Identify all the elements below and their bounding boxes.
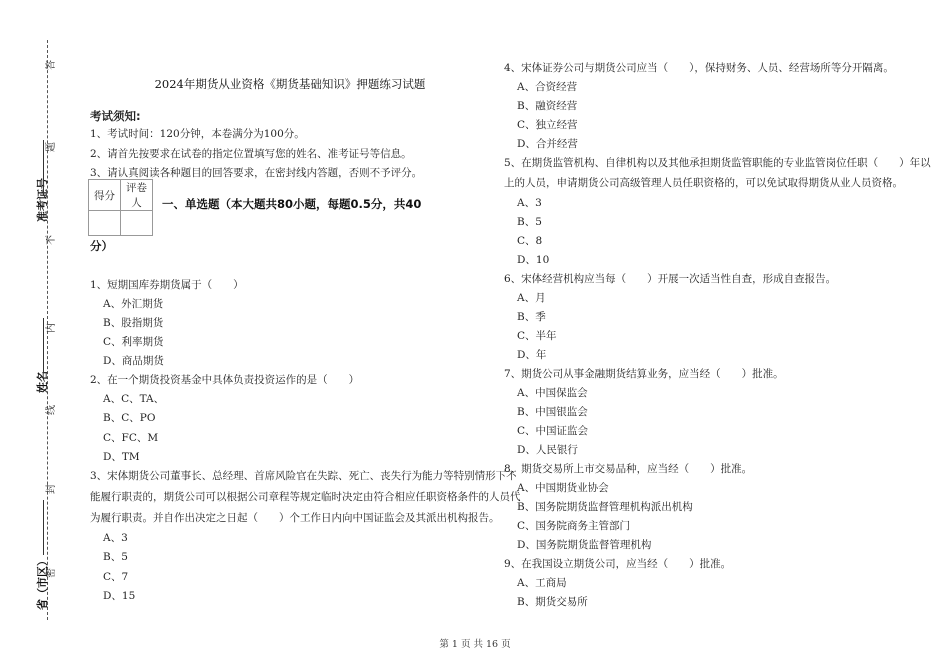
option[interactable]: B、C、PO <box>103 412 156 424</box>
question-stem: 9、在我国设立期货公司，应当经（ ）批准。 <box>504 558 732 570</box>
seal-char-bu: 不 <box>46 235 57 245</box>
province-label: 省（市区） <box>36 555 49 610</box>
option[interactable]: A、工商局 <box>517 577 567 589</box>
question-stem: 2、在一个期货投资基金中具体负责投资运作的是（ ） <box>90 374 360 386</box>
option[interactable]: A、C、TA、 <box>103 393 165 405</box>
notice-item: 3、请认真阅读各种题目的回答要求，在密封线内答题，否则不予评分。 <box>90 167 423 179</box>
question-stem: 能履行职责的，期货公司可以根据公司章程等规定临时决定由符合相应任职资格条件的人员代 <box>90 491 521 503</box>
option[interactable]: C、7 <box>103 571 129 583</box>
option[interactable]: D、国务院期货监督管理机构 <box>517 539 652 551</box>
grader-cell[interactable] <box>121 211 153 236</box>
option[interactable]: C、国务院商务主管部门 <box>517 520 631 532</box>
option[interactable]: D、合并经营 <box>517 138 578 150</box>
seal-char-ti: 题 <box>46 142 57 152</box>
option[interactable]: C、8 <box>517 235 543 247</box>
option[interactable]: A、外汇期货 <box>103 298 164 310</box>
question-stem: 6、宋体经营机构应当每（ ）开展一次适当性自查，形成自查报告。 <box>504 273 837 285</box>
section-title-continued: 分） <box>90 239 113 253</box>
option[interactable]: D、人民银行 <box>517 444 578 456</box>
question-stem: 上的人员，申请期货公司高级管理人员任职资格的，可以免试取得期货从业人员资格。 <box>504 177 903 189</box>
option[interactable]: B、中国银监会 <box>517 406 588 418</box>
question-stem: 3、宋体期货公司董事长、总经理、首席风险官在失踪、死亡、丧失行为能力等特别情形下不 <box>90 470 517 482</box>
question-stem: 5、在期货监管机构、自律机构以及其他承担期货监管职能的专业监管岗位任职（ ）年以 <box>504 157 931 169</box>
exam-title: 2024年期货从业资格《期货基础知识》押题练习试题 <box>154 77 426 91</box>
notice-item: 1、考试时间：120分钟，本卷满分为100分。 <box>90 128 305 140</box>
option[interactable]: A、月 <box>517 292 546 304</box>
seal-char-da: 答 <box>46 60 57 70</box>
exam-number-label: 准考证号 <box>36 178 49 222</box>
question-stem: 8、期货交易所上市交易品种，应当经（ ）批准。 <box>504 463 753 475</box>
section-title: 一、单选题（本大题共80小题，每题0.5分，共40 <box>162 197 422 211</box>
question-stem: 1、短期国库券期货属于（ ） <box>90 279 244 291</box>
name-label: 姓名 <box>36 371 49 393</box>
option[interactable]: B、股指期货 <box>103 317 164 329</box>
score-header: 得分 <box>89 180 121 211</box>
question-stem: 4、宋体证券公司与期货公司应当（ ），保持财务、人员、经营场所等分开隔离。 <box>504 62 894 74</box>
option[interactable]: D、年 <box>517 349 547 361</box>
option[interactable]: C、中国证监会 <box>517 425 589 437</box>
name-fill-line <box>43 318 44 373</box>
score-cell[interactable] <box>89 211 121 236</box>
option[interactable]: D、TM <box>103 451 140 463</box>
option[interactable]: C、独立经营 <box>517 119 578 131</box>
option[interactable]: A、中国保监会 <box>517 387 588 399</box>
seal-char-xian: 线 <box>46 405 57 415</box>
province-fill-line <box>43 500 44 555</box>
option[interactable]: D、15 <box>103 590 136 602</box>
option[interactable]: C、半年 <box>517 330 557 342</box>
score-table <box>88 179 153 236</box>
seal-char-mi: 密 <box>46 568 57 578</box>
option[interactable]: B、5 <box>517 216 542 228</box>
option[interactable]: A、中国期货业协会 <box>517 482 609 494</box>
option[interactable]: A、合资经营 <box>517 81 578 93</box>
question-stem: 7、期货公司从事金融期货结算业务，应当经（ ）批准。 <box>504 368 784 380</box>
option[interactable]: D、10 <box>517 254 550 266</box>
option[interactable]: B、国务院期货监督管理机构派出机构 <box>517 501 693 513</box>
question-stem: 为履行职责。并自作出决定之日起（ ）个工作日内向中国证监会及其派出机构报告。 <box>90 512 500 524</box>
option[interactable]: B、期货交易所 <box>517 596 588 608</box>
option[interactable]: B、季 <box>517 311 546 323</box>
notice-item: 2、请首先按要求在试卷的指定位置填写您的姓名、准考证号等信息。 <box>90 148 412 160</box>
notice-heading: 考试须知: <box>90 109 141 123</box>
option[interactable]: C、FC、M <box>103 432 159 444</box>
seal-char-nei: 内 <box>46 323 57 333</box>
option[interactable]: B、融资经营 <box>517 100 578 112</box>
binding-margin <box>0 0 70 671</box>
seal-char-feng: 封 <box>46 484 57 494</box>
option[interactable]: A、3 <box>103 532 128 544</box>
option[interactable]: A、3 <box>517 197 542 209</box>
option[interactable]: D、商品期货 <box>103 355 164 367</box>
page-footer: 第 1 页 共 16 页 <box>439 639 511 650</box>
option[interactable]: B、5 <box>103 551 128 563</box>
exam-number-fill-line <box>43 140 44 195</box>
grader-header: 评卷人 <box>121 180 153 211</box>
option[interactable]: C、利率期货 <box>103 336 164 348</box>
